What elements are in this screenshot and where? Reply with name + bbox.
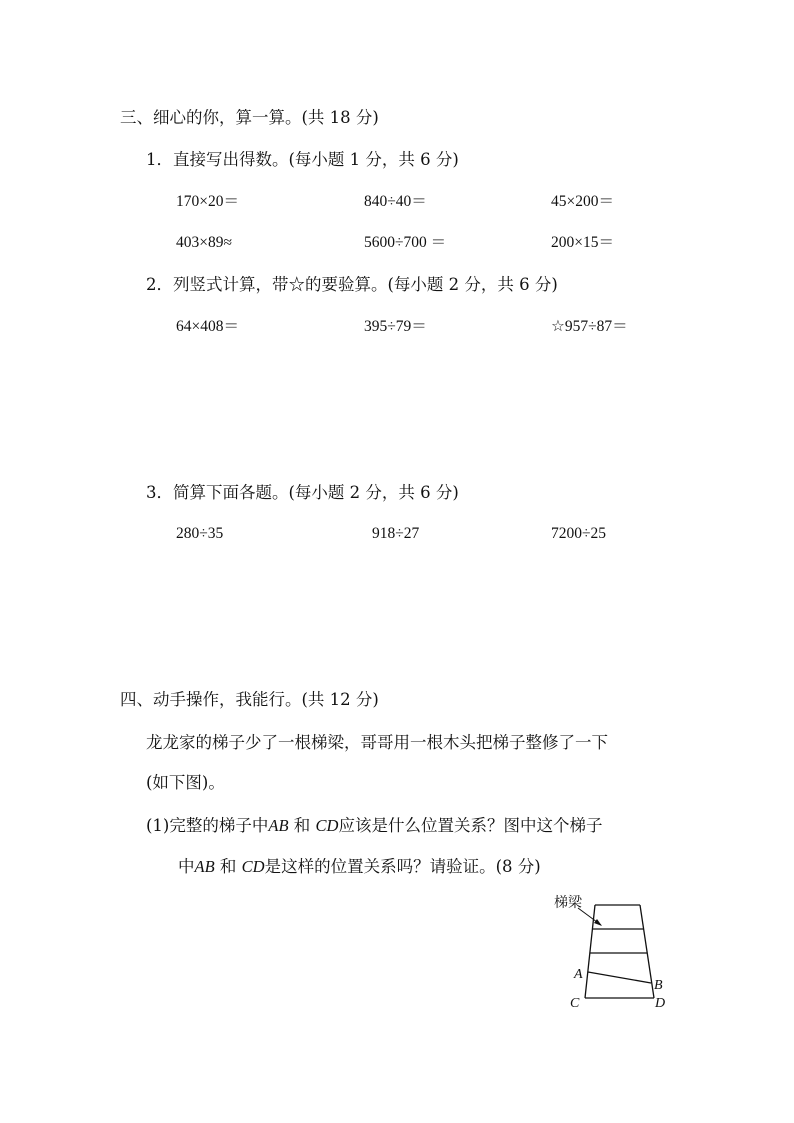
segment-ab: AB [268,816,289,835]
q3-expr-2: 918÷27 [372,525,420,542]
sub-question-1-line-1 [146,816,602,836]
ladder-right-rail [640,905,654,998]
intro-line-1: 龙龙家的梯子少了一根梯梁，哥哥用一根木头把梯子整修了一下 [146,733,608,752]
text: 是这样的位置关系吗？请验证。(8 分) [264,857,541,876]
sub-question-number: (1) [146,816,170,835]
segment-cd: CD [241,857,265,876]
beam-ab [588,972,651,983]
q1-expr-3: 45×200＝ [551,193,614,210]
ladder-figure [548,888,678,1016]
q1-expr-5: 5600÷700 ＝ [364,234,447,251]
q3-label: 3．简算下面各题。(每小题 2 分，共 6 分) [146,483,459,502]
q2-expr-3: ☆957÷87＝ [551,318,628,335]
segment-cd: CD [315,816,339,835]
section-4-title: 四、动手操作，我能行。(共 12 分) [120,690,379,709]
label-d: D [655,996,666,1011]
label-a: A [574,967,583,982]
q1-expr-1: 170×20＝ [176,193,239,210]
text: 中 [178,857,195,876]
q1-expr-6: 200×15＝ [551,234,614,251]
text: 完整的梯子中 [169,816,269,835]
segment-ab: AB [194,857,215,876]
q1-label: 1．直接写出得数。(每小题 1 分，共 6 分) [146,150,459,169]
label-c: C [570,996,580,1011]
q2-expr-2: 395÷79＝ [364,318,427,335]
arrow-head [594,919,602,926]
text: 应该是什么位置关系？图中这个梯子 [338,816,603,835]
q1-expr-4: 403×89≈ [176,234,232,251]
intro-line-2: (如下图)。 [146,773,225,792]
label-b: B [654,978,663,993]
q2-expr-1: 64×408＝ [176,318,239,335]
text: 和 [288,816,316,835]
sub-question-1-line-2 [178,857,541,877]
q3-expr-1: 280÷35 [176,525,224,542]
q2-label: 2．列竖式计算，带☆的要验算。(每小题 2 分，共 6 分) [146,275,558,294]
section-3-title: 三、细心的你，算一算。(共 18 分) [120,108,379,127]
q3-expr-3: 7200÷25 [551,525,607,542]
label-beam: 梯梁 [554,896,582,911]
text: 和 [214,857,242,876]
q1-expr-2: 840÷40＝ [364,193,427,210]
